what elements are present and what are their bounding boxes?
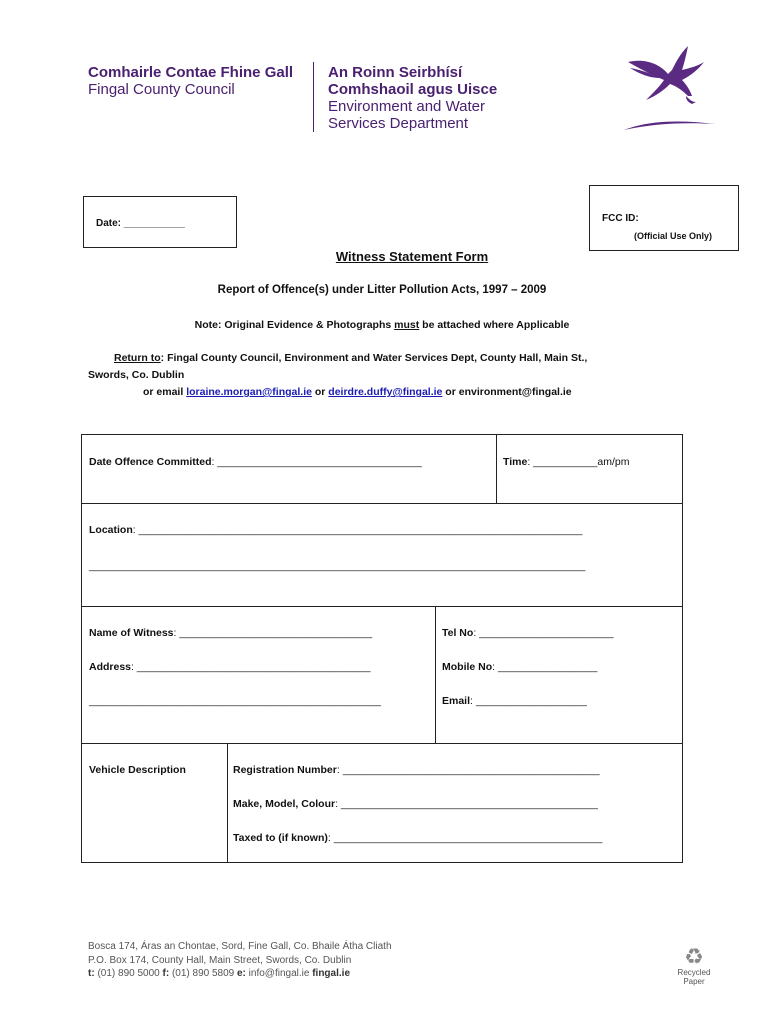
vehicle-description-label: Vehicle Description [89,764,186,776]
footer-fax: (01) 890 5809 [169,968,237,979]
recycled-label-1: Recycled [677,968,711,977]
location-field[interactable] [89,524,582,536]
make-model-field[interactable] [233,798,598,810]
row-divider-3 [82,743,682,744]
location-line-2-blank: _____________________________________________________________________________________ [89,560,586,572]
address-line-2-blank: __________________________________________________ [89,695,381,707]
recycled-paper-mark [672,946,716,986]
col-divider-contact [435,606,436,743]
header-divider [313,62,314,132]
return-to-label: Return to [114,352,161,364]
return-to-line-1 [114,352,587,364]
make-model-label: Make, Model, Colour [233,798,336,810]
date-offence-label: Date Offence Committed [89,456,212,468]
mobile-blank: : _________________ [492,661,598,673]
make-model-blank: : ____________________________________________ [335,798,598,810]
taxed-field[interactable] [233,832,602,844]
registration-field[interactable] [233,764,600,776]
council-name-english: Fingal County Council [88,81,235,98]
col-divider-vehicle [227,743,228,863]
witness-name-blank: : _________________________________ [173,627,373,639]
dept-name-english-2: Services Department [328,115,469,132]
mobile-field[interactable] [442,661,597,673]
note-emphasis: must [394,319,420,331]
location-line-2[interactable] [89,560,585,572]
address-field[interactable] [89,661,370,673]
footer-contact-line [88,967,392,981]
footer-line-english: P.O. Box 174, County Hall, Main Street, Swords, Co. Dublin [88,954,352,966]
mobile-label: Mobile No [442,661,493,673]
date-label: Date: ___________ [96,218,185,229]
taxed-blank: : ______________________________________________ [327,832,603,844]
or-text: or [311,386,329,398]
email-link-loraine[interactable]: loraine.morgan@fingal.ie [186,386,312,398]
dept-name-irish-2: Comhshaoil agus Uisce [328,81,498,98]
footer-phone: (01) 890 5000 [94,968,163,979]
row-divider-1 [82,503,682,504]
footer-line-irish: Bosca 174, Áras an Chontae, Sord, Fine Gall, Co. Bhaile Átha Cliath [88,941,392,952]
fcc-id-label: FCC ID: [602,213,639,224]
date-offence-field[interactable] [89,456,422,468]
footer-website[interactable]: fingal.ie [312,968,351,979]
note-after: be attached where Applicable [419,319,570,331]
location-blank: : ____________________________________________________________________________ [132,524,583,536]
fingal-bird-logo-icon [620,40,720,135]
evidence-note [0,319,764,331]
fcc-id-box [589,185,739,251]
form-title: Witness Statement Form [335,249,489,264]
time-field[interactable] [503,456,630,468]
address-line-2[interactable] [89,695,381,707]
recycled-label-2: Paper [683,977,705,986]
email-blank: : ___________________ [470,695,587,707]
witness-name-field[interactable] [89,627,372,639]
form-subtitle: Report of Offence(s) under Litter Pollution Acts, 1997 – 2009 [217,284,547,296]
time-label: Time [503,456,528,468]
or-email-text: or email [143,386,187,398]
address-blank: : ________________________________________ [131,661,371,673]
council-name-irish: Comhairle Contae Fhine Gall [88,64,294,81]
tel-label: Tel No [442,627,474,639]
email-field[interactable] [442,695,587,707]
footer-e-label: e: [237,968,246,979]
recycle-icon: ♻ [684,944,704,969]
footer-f-label: f: [162,968,170,979]
note-before: Note: Original Evidence & Photographs [194,319,395,331]
registration-blank: : ____________________________________________ [336,764,600,776]
footer-address [88,940,392,981]
col-divider-time [496,435,497,503]
location-label: Location [89,524,133,536]
or-environment-text: or environment@fingal.ie [442,386,572,398]
return-to-email-line [143,386,572,398]
email-label: Email [442,695,471,707]
registration-label: Registration Number [233,764,337,776]
dept-name-irish-1: An Roinn Seirbhísí [328,64,463,81]
taxed-label: Taxed to (if known) [233,832,328,844]
return-to-line-2: Swords, Co. Dublin [88,369,185,381]
tel-blank: : _______________________ [473,627,614,639]
witness-form-table [81,434,683,863]
address-label: Address [89,661,132,673]
row-divider-2 [82,606,682,607]
time-blank: : ___________am/pm [527,456,630,468]
tel-field[interactable] [442,627,613,639]
footer-email: info@fingal.ie [245,968,313,979]
footer-t-label: t: [88,968,95,979]
return-to-address: : Fingal County Council, Environment and Water Services Dept, County Hall, Main St., [160,352,588,364]
council-name-block [88,64,293,98]
email-link-deirdre[interactable]: deirdre.duffy@fingal.ie [328,386,443,398]
witness-name-label: Name of Witness [89,627,174,639]
date-offence-blank: : ___________________________________ [211,456,422,468]
dept-name-english-1: Environment and Water [328,98,486,115]
department-name-block [328,64,497,132]
date-box [83,196,237,248]
official-use-note: (Official Use Only) [634,231,713,241]
